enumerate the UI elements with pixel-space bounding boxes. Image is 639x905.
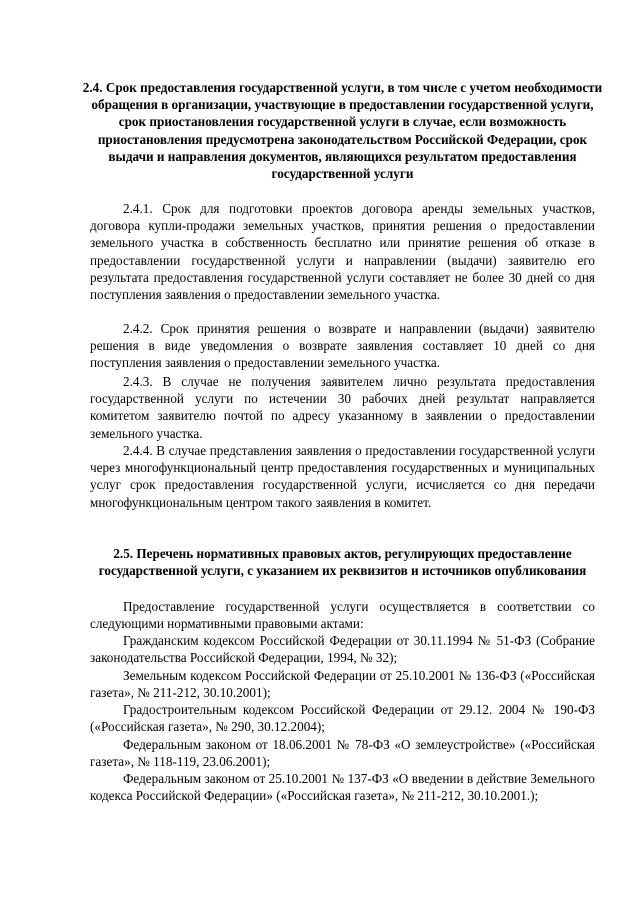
paragraph-2-4-3: 2.4.3. В случае не получения заявителем лично результата предоставления государственной услуги по истечении 30 рабочих дней результат направляется комитетом заявителю почтой по адресу указанному в заявлении о предоставлении земельного участка. xyxy=(90,374,595,441)
paragraph-2-4-1: 2.4.1. Срок для подготовки проектов договора аренды земельных участков, договора купли-продажи земельных участков, принятия решения о предоставлении земельного участка в собственность бесплатно или принятие решения об отказе в предоставлении государственной услуги и направлении (выдачи) заявителю его результата предоставления государственной услуги составляет не более 30 дней со дня поступления заявления о предоставлении земельного участка. xyxy=(90,201,595,303)
paragraph-land-management-law: Федеральным законом от 18.06.2001 № 78-ФЗ «О землеустройстве» («Российская газета», № 118-119, 23.06.2001); xyxy=(90,737,595,770)
paragraph-civil-code: Гражданским кодексом Российской Федерации от 30.11.1994 № 51-ФЗ (Собрание законодательства Российской Федерации, 1994, № 32); xyxy=(90,633,595,666)
paragraph-urban-code: Градостроительным кодексом Российской Федерации от 29.12. 2004 № 190-ФЗ («Российская газета», № 290, 30.12.2004); xyxy=(90,702,595,735)
paragraph-2-5-intro: Предоставление государственной услуги осуществляется в соответствии со следующими нормативными правовыми актами: xyxy=(90,599,595,632)
section-2-4-heading: 2.4. Срок предоставления государственной услуги, в том числе с учетом необходимости обращения в организации, участвующие в предоставлении государственной услуги, срок приостановления государственной услуги в случае, если возможность приостановления предусмотрена законодательством Российской Федерации, срок выдачи и направления документов, являющихся результатом предоставления государственной услуги xyxy=(82,80,603,182)
paragraph-land-code-enactment-law: Федеральным законом от 25.10.2001 № 137-ФЗ «О введении в действие Земельного кодекса Российской Федерации» («Российская газета», № 211-212, 30.10.2001.); xyxy=(90,771,595,804)
paragraph-2-4-2: 2.4.2. Срок принятия решения о возврате и направлении (выдачи) заявителю решения в виде уведомления о возврате заявления составляет 10 дней со дня поступления заявления о предоставлении земельного участка. xyxy=(90,321,595,371)
paragraph-2-4-4: 2.4.4. В случае представления заявления о предоставлении государственной услуги через многофункциональный центр предоставления государственных и муниципальных услуг срок предоставления государственной услуги, исчисляется со дня передачи многофункциональным центром такого заявления в комитет. xyxy=(90,443,595,510)
section-2-5-heading: 2.5. Перечень нормативных правовых актов, регулирующих предоставление государственной услуги, с указанием их реквизитов и источников опубликования xyxy=(98,546,587,579)
paragraph-land-code: Земельным кодексом Российской Федерации от 25.10.2001 № 136-ФЗ («Российская газета», № 211-212, 30.10.2001); xyxy=(90,668,595,701)
